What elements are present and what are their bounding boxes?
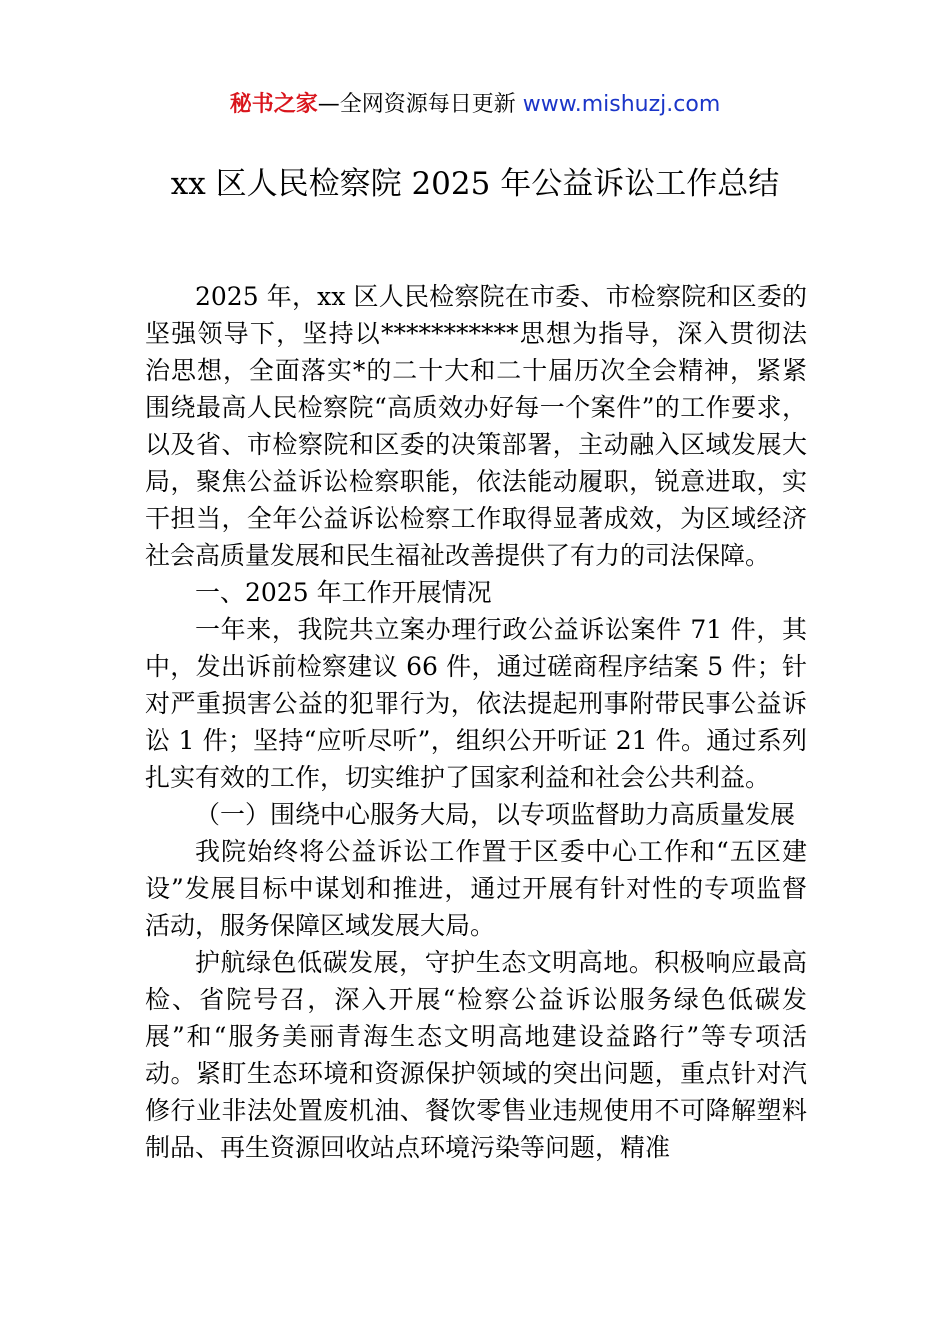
document-body [145, 278, 807, 1166]
document-title: xx 区人民检察院 2025 年公益诉讼工作总结 [170, 166, 780, 202]
paragraph-summary: 一年来，我院共立案办理行政公益诉讼案件 71 件，其中，发出诉前检察建议 66 件，通过磋商程序结案 5 件；针对严重损害公益的犯罪行为，依法提起刑事附带民事公益诉讼 1 件；坚持“应听尽听”，组织公开听证 21 件。通过系列扎实有效的工作，切实维护了国家利益和社会公共利益。 [145, 615, 807, 792]
header-tagline: —全网资源每日更新 [317, 92, 523, 117]
site-header [0, 88, 950, 122]
brand-name: 秘书之家 [229, 92, 318, 117]
paragraph-intro: 2025 年，xx 区人民检察院在市委、市检察院和区委的坚强领导下，坚持以***********思想为指导，深入贯彻法治思想，全面落实*的二十大和二十届历次全会精神，紧紧围绕最高人民检察院“高质效办好每一个案件”的工作要求，以及省、市检察院和区委的决策部署，主动融入区域发展大局，聚焦公益诉讼检察职能，依法能动履职，锐意进取，实干担当，全年公益诉讼检察工作取得显著成效，为区域经济社会高质量发展和民生福祉改善提供了有力的司法保障。 [145, 282, 807, 570]
site-url-link[interactable]: www.mishuzj.com [522, 92, 721, 117]
section-heading-1: 一、2025 年工作开展情况 [195, 578, 492, 607]
paragraph-service: 我院始终将公益诉讼工作置于区委中心工作和“五区建设”发展目标中谋划和推进，通过开展有针对性的专项监督活动，服务保障区域发展大局。 [145, 837, 807, 940]
paragraph-green: 护航绿色低碳发展，守护生态文明高地。积极响应最高检、省院号召，深入开展“检察公益诉讼服务绿色低碳发展”和“服务美丽青海生态文明高地建设益路行”等专项活动。紧盯生态环境和资源保护领域的突出问题，重点针对汽修行业非法处置废机油、餐饮零售业违规使用不可降解塑料制品、再生资源回收站点环境污染等问题，精准 [145, 948, 807, 1162]
subsection-heading-1: （一）围绕中心服务大局，以专项监督助力高质量发展 [195, 800, 796, 829]
